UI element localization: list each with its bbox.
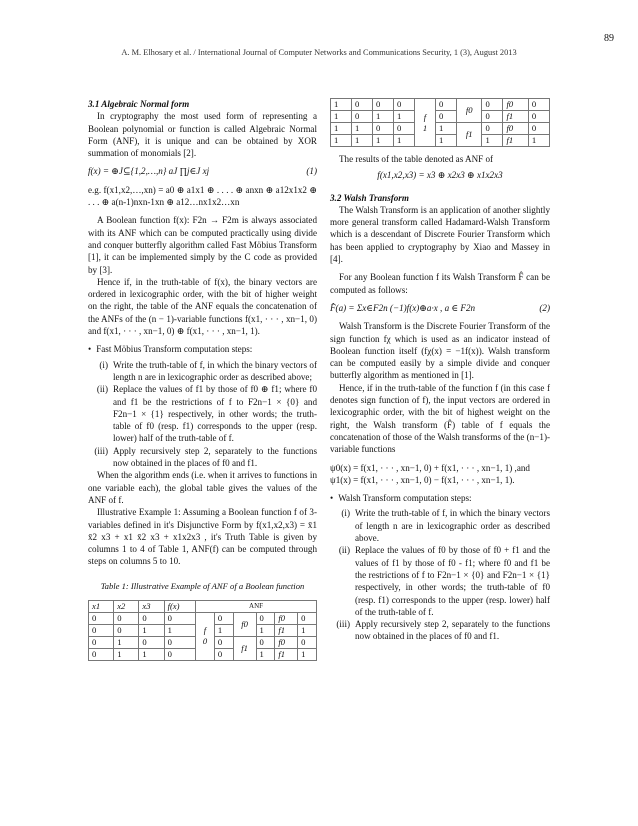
- equation-2: [330, 302, 550, 314]
- section-title-3-1: 3.1 Algebraic Normal form: [88, 99, 190, 109]
- bullet-icon: •: [88, 344, 92, 355]
- result-equation: f(x1,x2,x3) = x3 ⊕ x2x3 ⊕ x1x2x3: [377, 170, 503, 181]
- table-row: 1 0 0 0 f 1 0 f0 0 f0 0: [331, 99, 550, 111]
- paragraph: For any Boolean function f its Walsh Transform F̂ can be computed as follows:: [330, 272, 550, 295]
- table-row: 0 1 1 0 0 1 f1 1: [89, 648, 317, 660]
- table-caption: Table 1: Illustrative Example of ANF of a Boolean function: [100, 580, 305, 591]
- right-column: [330, 98, 550, 643]
- table-row: 1 1 0 0 1 f1 0 f0 0: [331, 123, 550, 135]
- table-row: 0 1 0 0 0 f1 0 f0 0: [89, 636, 317, 648]
- equation-text: F̂(a) = Σx∈F2n (−1)f(x)⊕a·x , a ∈ F2n: [330, 302, 476, 313]
- table-header-row: x1 x2 x3 f(x) ANF: [89, 600, 317, 612]
- list-item: (ii) Replace the values of f1 by those of f0 ⊕ f1; where f0 and f1 be the restrictions of f to F2n−1 × {0} and F2n−1 × {1} respectively, in other words; the truth-table of f0 (resp. f1) corresponds to the upper (resp. lower) half of the truth-table of f.: [96, 384, 317, 444]
- paragraph: The Walsh Transform is an application of another slightly more general transform called Hadamard-Walsh Transform which is a descendant of Discrete Fourier Transform which has been applied to cryptography by Xiao and Massey in [4].: [330, 204, 550, 265]
- paragraph: Walsh Transform is the Discrete Fourier Transform of the sign function fχ which is used as an indicator instead of Boolean function itself (fχ(x) = −1f(x)). Walsh transform can be computed easily by a simple divide and conquer butterfly algorithm as mentioned in [1].: [330, 321, 550, 381]
- equation-1: [88, 165, 317, 177]
- equation-text: f(x) = ⊕J⊆{1,2,…,n} aJ ∏j∈J xj: [88, 166, 210, 177]
- bullet-item: • Walsh Transform computation steps:: [330, 493, 472, 504]
- paragraph: Illustrative Example 1: Assuming a Boolean function f of 3-variables defined in it's Disjunctive Form by f(x1,x2,x3) = x̄1 x̄2 x3 + x1 x̄2 x3 + x1x2x3 , it's Truth Table is given by columns 1 to 4 of Table 1, ANF(f) can be computed through steps on columns 5 to 10.: [88, 507, 317, 567]
- equation-number: (2): [539, 302, 550, 313]
- table-row: 0 0 0 0 f 0 0 f0 0 f0 0: [89, 612, 317, 624]
- table-row: 0 0 1 1 1 1 f1 1: [89, 624, 317, 636]
- bullet-item: • Fast Möbius Transform computation steps:: [88, 344, 253, 355]
- section-title-3-2: 3.2 Walsh Transform: [330, 192, 409, 203]
- page-number: 89: [604, 33, 614, 44]
- psi0-equation: ψ0(x) = f(x1, · · · , xn−1, 0) + f(x1, · · · , xn−1, 1) ,and: [330, 462, 530, 473]
- paragraph: In cryptography the most used form of representing a Boolean polynomial or function is called Algebraic Normal Form (ANF), it is unique and can be obtained by XOR summation of monomials [2].: [88, 111, 317, 159]
- list-item: (iii) Apply recursively step 2, separately to the functions now obtained in the places of f0 and f1.: [336, 619, 550, 642]
- list-item: (ii) Replace the values of f0 by those of f0 + f1 and the values of f1 by those of f0 - f1; where f0 and f1 be the restrictions of f to F2n−1 × {0} and F2n−1 × {1} respectively, in other words; the truth-table of f0 (resp. f1) corresponds to the upper (resp. lower) half of the truth-table of f.: [338, 545, 550, 617]
- anf-table-bottom: [330, 98, 550, 147]
- psi1-equation: ψ1(x) = f(x1, · · · , xn−1, 0) − f(x1, · · · , xn−1, 1).: [330, 474, 515, 485]
- paragraph: A Boolean function f(x): F2n → F2m is always associated with its ANF which can be computed practically using divide and conquer butterfly algorithm called Fast Möbius Transform [1], it can be implemented simply by the C code as provided by [3].: [88, 215, 317, 275]
- running-header: A. M. Elhosary et al. / International Journal of Computer Networks and Communications Security, 1 (3), August 2013: [121, 48, 517, 57]
- step-list: [88, 359, 317, 470]
- paragraph: The results of the table denoted as ANF of: [339, 154, 494, 164]
- paragraph: When the algorithm ends (i.e. when it arrives to functions in one variable each), the global table gives the values of the ANF of f.: [88, 470, 317, 505]
- equation-number: (1): [306, 166, 317, 177]
- bullet-icon: •: [330, 493, 334, 504]
- example-text: e.g. f(x1,x2,…,xn) = a0 ⊕ a1x1 ⊕ . . . . ⊕ anxn ⊕ a12x1x2 ⊕ . . . ⊕ a(n-1)nxn-1xn ⊕ a12…nx1x2…xn: [88, 184, 317, 208]
- list-item: (iii) Apply recursively step 2, separately to the functions now obtained in the places of f0 and f1.: [94, 445, 317, 469]
- anf-table-top: [88, 600, 317, 661]
- paragraph: Hence if, in the truth-table of f(x), the binary vectors are ordered in lexicographic order, with the bit of higher weight on the right, the table of the ANF equals the concatenation of the ANFs of the (n − 1)-variable functions f(x1, · · · , xn−1, 0) and f(x1, · · · , xn−1, 0) ⊕ f(x1, · · · , xn−1, 1).: [88, 276, 317, 337]
- paragraph: Hence, if in the truth-table of the function f (in this case f denotes sign function of f), the input vectors are ordered in lexicographic order, with the bit of highest weight on the right, the Walsh transform (F̂) table of f equals the concatenation of those of the Walsh transforms of the (n−1)-variable functions: [330, 382, 550, 455]
- list-item: (i) Write the truth-table of f, in which the binary vectors of length n are in lexicographic order as described above;: [99, 359, 317, 382]
- step-list: [330, 507, 550, 642]
- left-column: [88, 98, 317, 661]
- table-row: 1 1 1 1 1 1 f1 1: [331, 135, 550, 147]
- list-item: (i) Write the truth-table of f, in which the binary vectors of length n are in lexicographic order as described above.: [341, 508, 550, 544]
- table-row: 1 0 1 1 0 0 f1 0: [331, 111, 550, 123]
